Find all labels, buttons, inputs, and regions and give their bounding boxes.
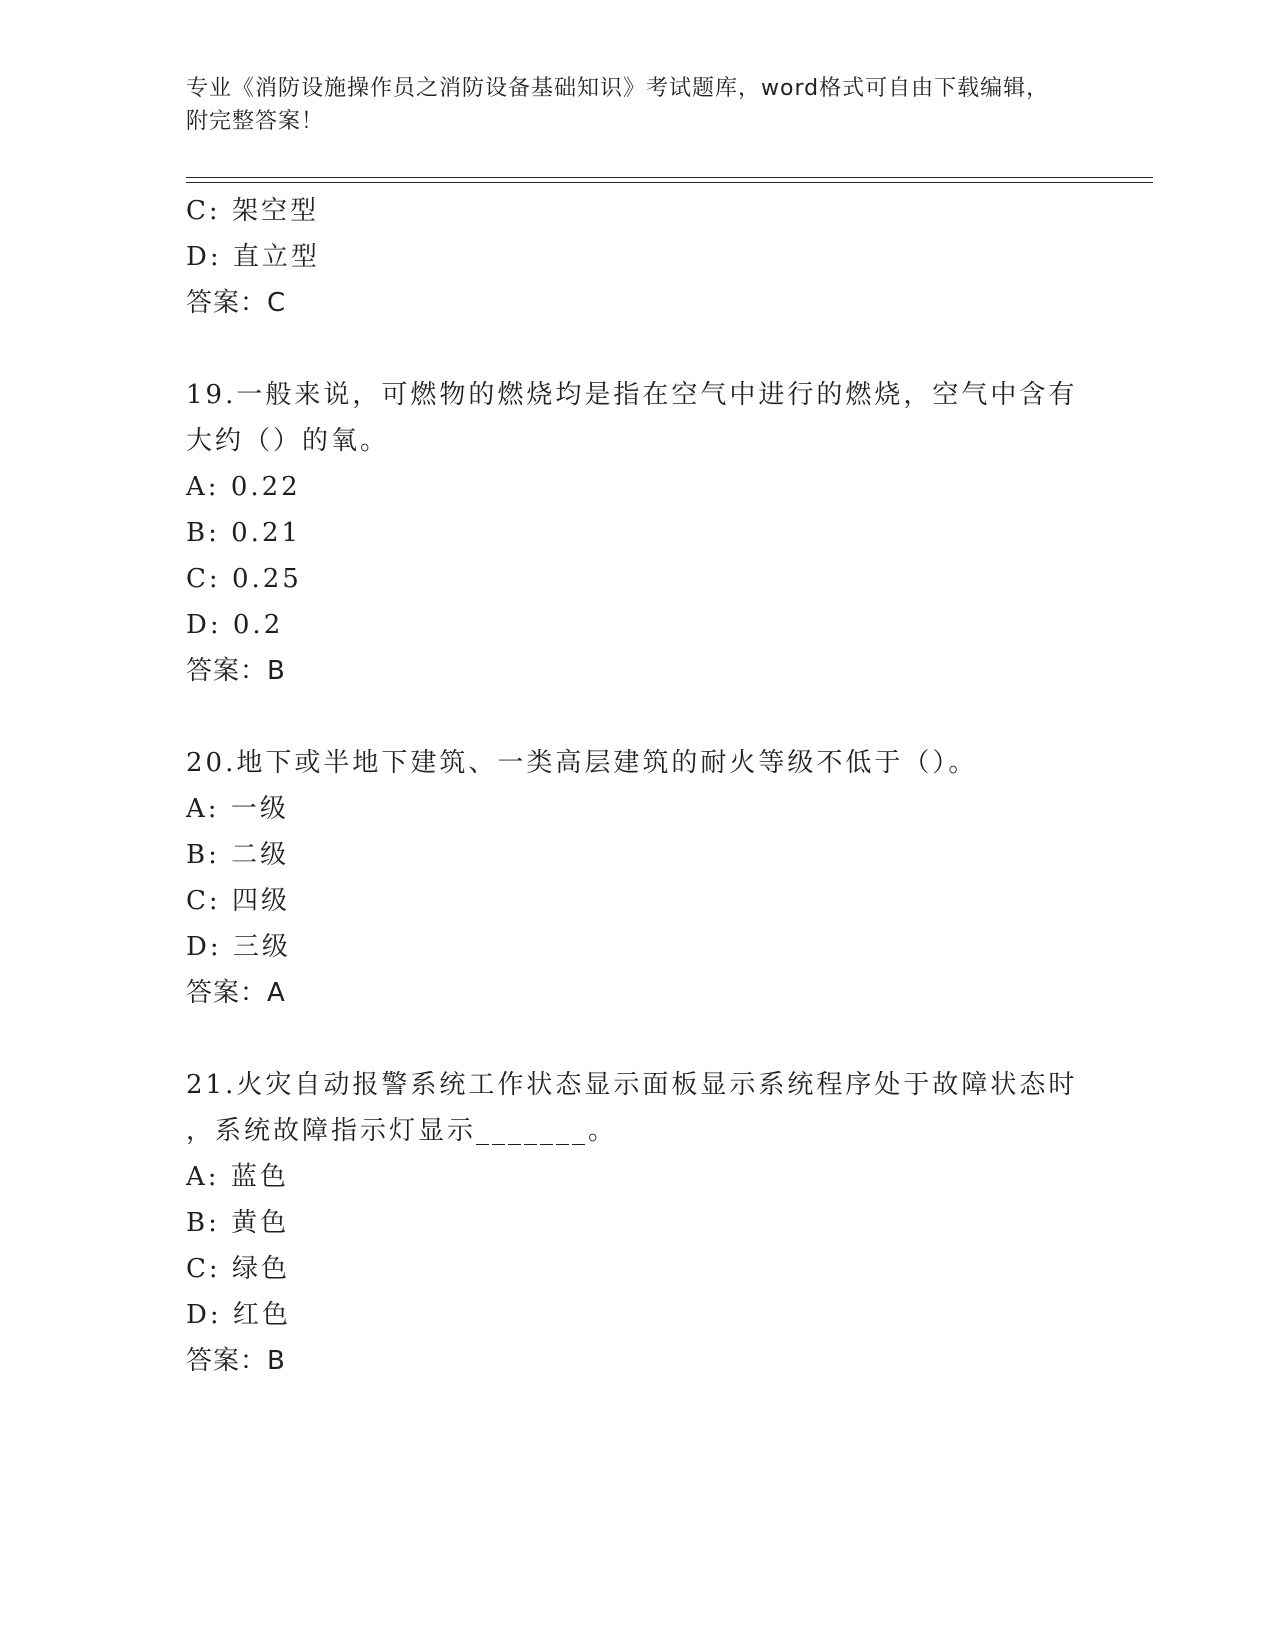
option-b: B: 0.21 xyxy=(186,518,302,548)
question-text: 20.地下或半地下建筑、一类高层建筑的耐火等级不低于（）。 xyxy=(186,748,978,778)
option-d: D: 三级 xyxy=(186,932,291,962)
continued-question xyxy=(186,188,1086,326)
document-header: 专业《消防设施操作员之消防设备基础知识》考试题库，word格式可自由下载编辑，附完整答案！ xyxy=(186,76,1050,134)
option-c: C: 0.25 xyxy=(186,564,302,594)
question-20 xyxy=(186,740,1086,1016)
option-c: C: 绿色 xyxy=(186,1254,290,1284)
option-d: D: 直立型 xyxy=(186,242,320,272)
header-rule-top xyxy=(186,177,1153,178)
answer-line: 答案：B xyxy=(186,1346,286,1376)
header-rule-bottom xyxy=(186,182,1153,183)
option-b: B: 二级 xyxy=(186,840,290,870)
option-b: B: 黄色 xyxy=(186,1208,290,1238)
answer-line: 答案：A xyxy=(186,978,286,1008)
option-d: D: 红色 xyxy=(186,1300,291,1330)
question-19 xyxy=(186,372,1086,694)
answer-line: 答案：C xyxy=(186,288,287,318)
option-a: A: 一级 xyxy=(186,794,289,824)
question-text: 21.火灾自动报警系统工作状态显示面板显示系统程序处于故障状态时 ，系统故障指示灯显示_______。 xyxy=(186,1070,1078,1146)
option-a: A: 蓝色 xyxy=(186,1162,289,1192)
question-21 xyxy=(186,1062,1086,1384)
question-content xyxy=(186,188,1086,1384)
option-c: C: 架空型 xyxy=(186,196,319,226)
option-c: C: 四级 xyxy=(186,886,290,916)
question-text: 19.一般来说，可燃物的燃烧均是指在空气中进行的燃烧，空气中含有 大约（）的氧。 xyxy=(186,380,1078,456)
answer-line: 答案：B xyxy=(186,656,286,686)
option-d: D: 0.2 xyxy=(186,610,284,640)
option-a: A: 0.22 xyxy=(186,472,301,502)
